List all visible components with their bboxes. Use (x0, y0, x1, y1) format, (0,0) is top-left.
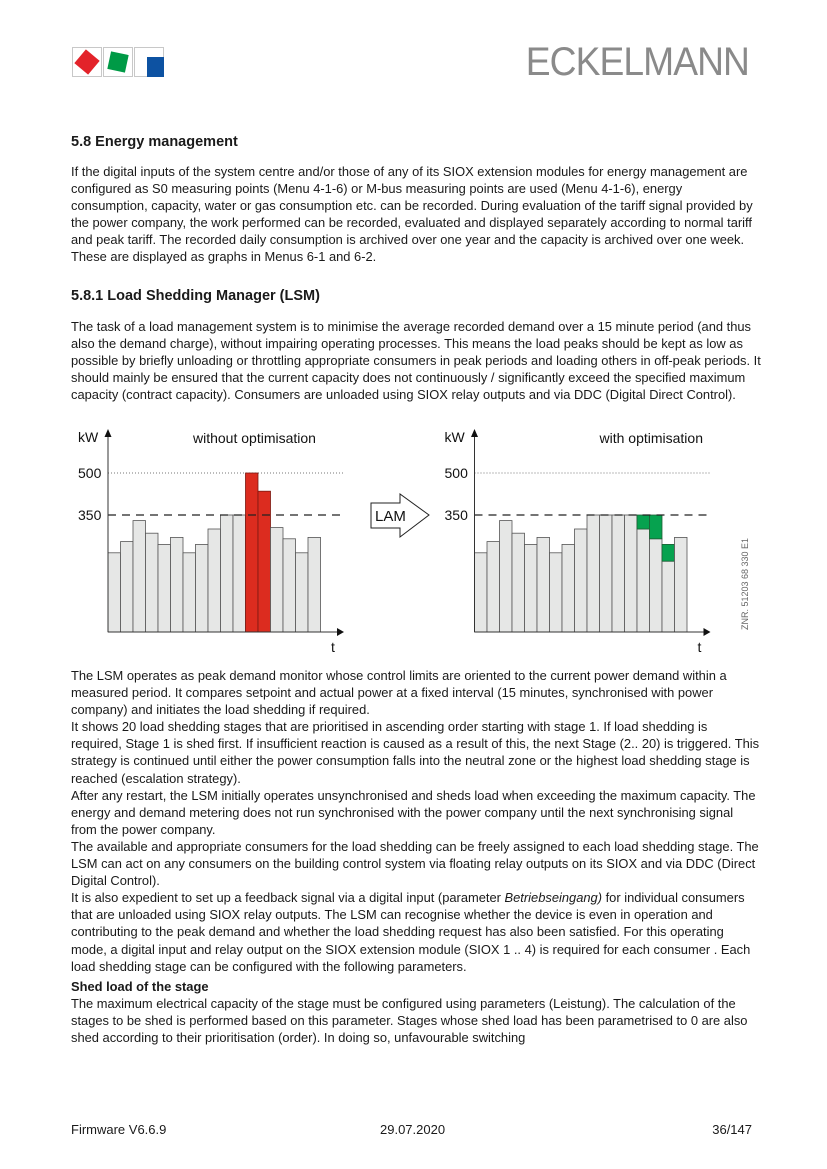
paragraph: After any restart, the LSM initially operates unsynchronised and sheds load when exceeding the maximum capacity. The energy and demand metering does not run synchronised with the power company until the next synchronising signal from the power company. (71, 787, 756, 837)
bar (196, 544, 209, 632)
bar (587, 515, 600, 632)
bar (562, 544, 575, 632)
section-intro-text: If the digital inputs of the system centre and/or those of any of its SIOX extension modules for energy management are configured as S0 measuring points (Menu 4-1-6) or M-bus measuring points are used (Menu 4-1-6), energy consumption, capacity, water or gas consumption etc. can be recorded. During evaluation of the tariff signal provided by the power company, the work performed can be recorded, evaluated and displayed separately according to normal tariff and peak tariff. The recorded daily consumption is archived over one year and the capacity is archived over one week. These are displayed as graphs in Menus 6-1 and 6-2. (71, 164, 753, 265)
peak-bar (258, 491, 271, 632)
bar (221, 515, 234, 632)
shifted-load-segment (637, 515, 650, 529)
bar (525, 544, 538, 632)
shifted-load-segment (650, 515, 663, 539)
bar (121, 542, 134, 632)
footer-firmware: Firmware V6.6.9 (71, 1122, 167, 1137)
paragraph: The available and appropriate consumers for the load shedding can be freely assigned to each load shedding stage. The LSM can act on any consumers on the building control system via floating relay outputs on its SIOX and via DDC (Direct Digital Control). (71, 838, 759, 889)
bar (575, 529, 588, 632)
bar (662, 561, 675, 632)
text-span: for individual consumers that are unloaded using SIOX relay outputs. The LSM can recognise whether the device is even in operation and contributing to the peak demand and whether the load shedding request has also been satisfied. For this operating mode, a digital input and relay output on the SIOX extension module (SIOX 1 .. 4) is required for each consumer . Each load shedding stage can be configured with the following parameters. (71, 890, 751, 974)
bar (158, 544, 171, 632)
footer-date: 29.07.2020 (380, 1122, 446, 1137)
brand-wordmark: ECKELMANN (525, 40, 749, 84)
svg-text:350: 350 (444, 507, 468, 523)
bar (612, 515, 625, 632)
footer-page-number: 36/147 (712, 1122, 752, 1137)
bar (308, 537, 321, 632)
svg-text:without optimisation: without optimisation (193, 430, 316, 446)
bar (283, 539, 296, 632)
paragraph: The LSM operates as peak demand monitor whose control limits are oriented to the current power demand within a measured period. It compares setpoint and actual power at a fixed interval (15 minutes, synchronised with power company) and initiates the load shedding if required. (71, 668, 727, 718)
lam-arrow-icon (371, 494, 429, 537)
svg-text:500: 500 (78, 465, 102, 481)
bar (637, 529, 650, 632)
bar (487, 542, 500, 632)
svg-text:t: t (331, 639, 335, 655)
bar (183, 553, 196, 632)
bar (512, 533, 525, 632)
svg-text:LAM: LAM (375, 508, 406, 525)
bar (171, 537, 184, 632)
section-title: 5.8 Energy management (71, 134, 238, 150)
bar (146, 533, 159, 632)
paragraph: It shows 20 load shedding stages that are prioritised in ascending order starting with stage 1. If load shedding is required, Stage 1 is shed first. If insufficient reaction is caused as a result of this, the next Stage (2.. 20) is triggered. This strategy is continued until either the power consumption falls into the neutral zone or the highest load shedding stage is reached (escalation strategy). (71, 719, 760, 786)
chart-with-optimisation (445, 429, 711, 655)
bar (296, 553, 309, 632)
parameter-name: Betriebseingang) (504, 890, 602, 906)
bar (233, 515, 246, 632)
peak-bar (246, 473, 259, 632)
svg-text:kW: kW (78, 429, 99, 445)
bar (537, 537, 550, 632)
text-span: It is also expedient to set up a feedback signal via a digital input (parameter (71, 890, 505, 906)
chart-without-optimisation (78, 429, 344, 655)
svg-text:500: 500 (444, 465, 468, 481)
bar (500, 521, 513, 632)
svg-text:kW: kW (444, 429, 465, 445)
shed-load-text: The maximum electrical capacity of the stage must be configured using parameters (Leistung). The calculation of the stages to be shed is performed based on this parameter. Stages whose shed load has been parametrised to 0 are also shed according to their prioritisation (order). In doing so, unfavourable switching (71, 995, 748, 1045)
svg-text:t: t (697, 639, 702, 655)
bar (625, 515, 638, 632)
shifted-load-segment (662, 544, 675, 561)
svg-text:350: 350 (78, 507, 102, 523)
subsection-intro-text: The task of a load management system is to minimise the average recorded demand over a 15 minute period (and thus also the demand charge), without impairing operating processes. This means the load peaks should be kept as low as possible by briefly unloading or throttling appropriate consumers in peak periods and loading others in off-peak periods. It should mainly be ensured that the current capacity does not continuously / significantly exceed the specified maximum capacity (contract capacity). Consumers are unloaded using SIOX relay outputs and via DDC (Digital Direct Control). (71, 319, 761, 403)
feedback-paragraph (71, 889, 761, 974)
bar (475, 553, 488, 632)
shed-load-heading: Shed load of the stage (71, 978, 209, 994)
bar (600, 515, 613, 632)
bar (108, 553, 121, 632)
lsm-description (71, 667, 761, 1046)
drawing-number: ZNR. 51203 68 330 E1 (740, 537, 750, 630)
bar (271, 528, 284, 632)
subsection-title: 5.8.1 Load Shedding Manager (LSM) (71, 288, 320, 304)
svg-text:with optimisation: with optimisation (599, 430, 703, 446)
bar (133, 521, 146, 632)
bar (208, 529, 221, 632)
bar (550, 553, 563, 632)
bar (675, 537, 688, 632)
bar (650, 539, 663, 632)
